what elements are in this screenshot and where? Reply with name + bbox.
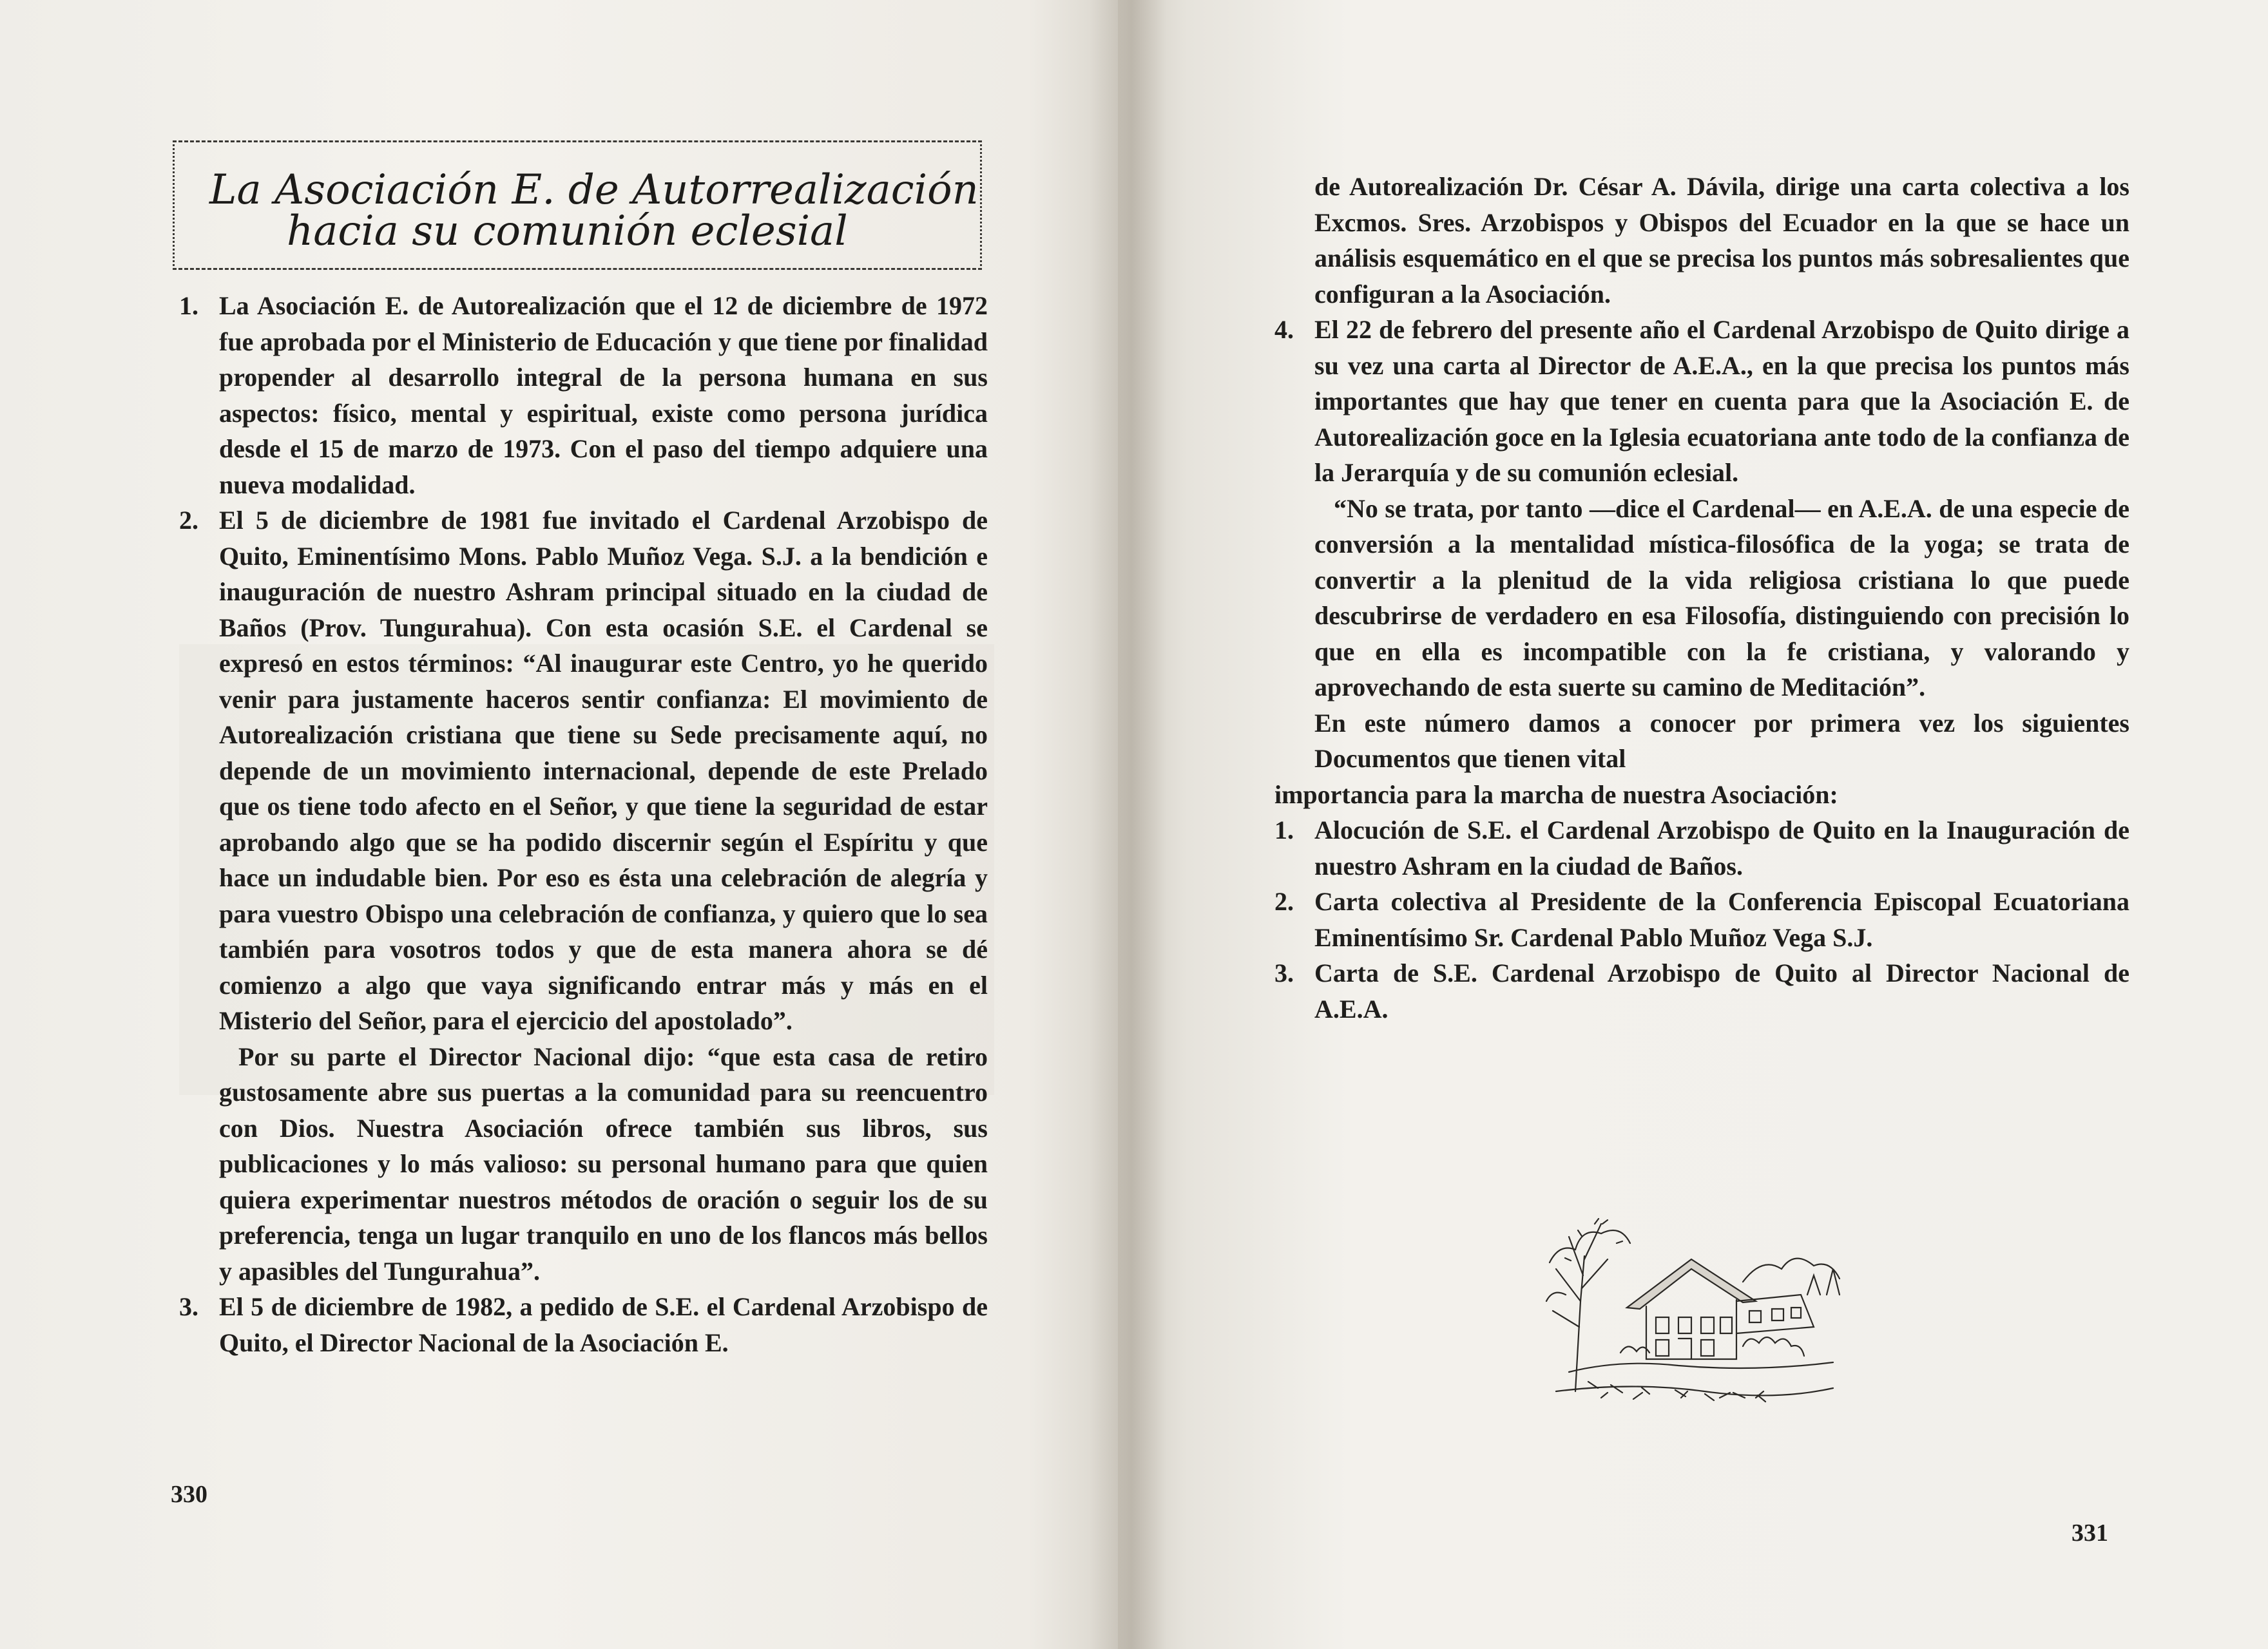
title-line-1: La Asociación E. de Autorrealización (209, 166, 979, 214)
list-text: El 22 de febrero del presente año el Cardenal Arzobispo de Quito dirige a su vez una carta al Director de A.E.A., en la que precisa los puntos más importantes que hay que tener en cuenta para que la Asociación E. de Autorealización goce en la Iglesia ecuatoriana ante todo de la confianza de la Jerarquía y de su comunión eclesial. (1314, 315, 2129, 487)
list-text: El 5 de diciembre de 1981 fue invitado el Cardenal Arzobispo de Quito, Eminentísimo Mons. Pablo Muñoz Vega. S.J. a la bendición e inauguración de nuestro Ashram principal situado en la ciudad de Baños (Prov. Tungurahua). Con esta ocasión S.E. el Cardenal se expresó en estos términos: “Al inaugurar este Centro, yo he querido venir para justamente haceros sentir confianza: El movimiento de Autorealización cristiana que tiene su Sede precisamente aquí, no depende de un movimiento internacional, depende de este Prelado que os tiene todo afecto en el Señor, y que tiene la seguridad de estar aprobando algo que se ha podido discernir según el Espíritu y que hace un indudable bien. Por eso es ésta una celebración de alegría y para vuestro Obispo una celebración de confianza, y quiero que lo sea también para vosotros todos y que de esta manera ahora se dé comienzo a algo que vaya significando entrar más y más en el Misterio del Señor, para el ejercicio del apostolado”. (219, 506, 988, 1035)
gutter-shadow (1089, 0, 1166, 1649)
right-page-body (1274, 169, 2129, 1027)
list-number: 3. (179, 1292, 198, 1321)
document-item-3 (1274, 955, 2129, 1027)
list-number: 4. (1274, 315, 1294, 344)
paragraph-quote: “No se trata, por tanto —dice el Cardenal— en A.E.A. de una especie de conversión a la mentalidad mística-filosófica de la yoga; se trata de convertir a la plenitud de la vida religiosa cristiana lo que puede descubrirse de verdadero en esa Filosofía, distinguiendo con precisión lo que en ella es incompatible con la fe cristiana, y valorando y aprovechando de esta suerte su camino de Meditación”. (1314, 493, 2129, 701)
page-number-right: 331 (2071, 1520, 2108, 1547)
paragraph-continuation: de Autorealización Dr. César A. Dávila, dirige una carta colectiva a los Excmos. Sres. Arzobispos y Obispos del Ecuador en la que se hace un análisis esquemático en el que se precisa los puntos más sobresalientes que configuran a la Asociación. (1314, 172, 2129, 309)
list-number: 1. (1274, 815, 1294, 844)
title-line-2: hacia su comunión eclesial (287, 207, 848, 255)
paragraph-director: Por su parte el Director Nacional dijo: “que esta casa de retiro gustosamente abre sus puertas a la comunidad para su reencuentro con Dios. Nuestra Asociación ofrece también sus libros, sus publicaciones y lo más valioso: su personal humano para que quien quiera experimentar nuestros métodos de oración o seguir los de su preferencia, tenga un lugar tranquilo en uno de los flancos más bellos y apasibles del Tungurahua”. (219, 1042, 988, 1286)
left-page-body (179, 288, 988, 1360)
page-number-left: 330 (171, 1481, 207, 1508)
document-item-1 (1274, 812, 2129, 884)
list-item-1 (179, 288, 988, 502)
list-number: 1. (179, 291, 198, 320)
list-item-2 (179, 502, 988, 1289)
paragraph-intro: En este número damos a conocer por primera vez los siguientes Documentos que tienen vital (1314, 708, 2129, 773)
list-number: 2. (179, 506, 198, 535)
list-number: 2. (1274, 887, 1294, 916)
document-item-2 (1274, 884, 2129, 955)
list-item-4 (1274, 312, 2129, 777)
list-text: La Asociación E. de Autorealización que el 12 de diciembre de 1972 fue aprobada por el Ministerio de Educación y que tiene por finalidad propender al desarrollo integral de la persona humana en sus aspectos: físico, mental y espiritual, existe como persona jurídica desde el 15 de marzo de 1973. Con el paso del tiempo adquiere una nueva modalidad. (219, 291, 988, 499)
list-text: Alocución de S.E. el Cardenal Arzobispo de Quito en la Inauguración de nuestro Ashram en la ciudad de Baños. (1314, 815, 2129, 881)
list-text: Carta colectiva al Presidente de la Conferencia Episcopal Ecuatoriana Eminentísimo Sr. Cardenal Pablo Muñoz Vega S.J. (1314, 887, 2129, 952)
list-text: Carta de S.E. Cardenal Arzobispo de Quito al Director Nacional de A.E.A. (1314, 958, 2129, 1024)
paragraph-intro-end: importancia para la marcha de nuestra Asociación: (1274, 779, 1838, 809)
list-text: El 5 de diciembre de 1982, a pedido de S.E. el Cardenal Arzobispo de Quito, el Director Nacional de la Asociación E. (219, 1292, 988, 1357)
house-landscape-sketch-icon (1530, 1198, 1852, 1411)
list-item-3 (179, 1289, 988, 1360)
list-number: 3. (1274, 958, 1294, 987)
